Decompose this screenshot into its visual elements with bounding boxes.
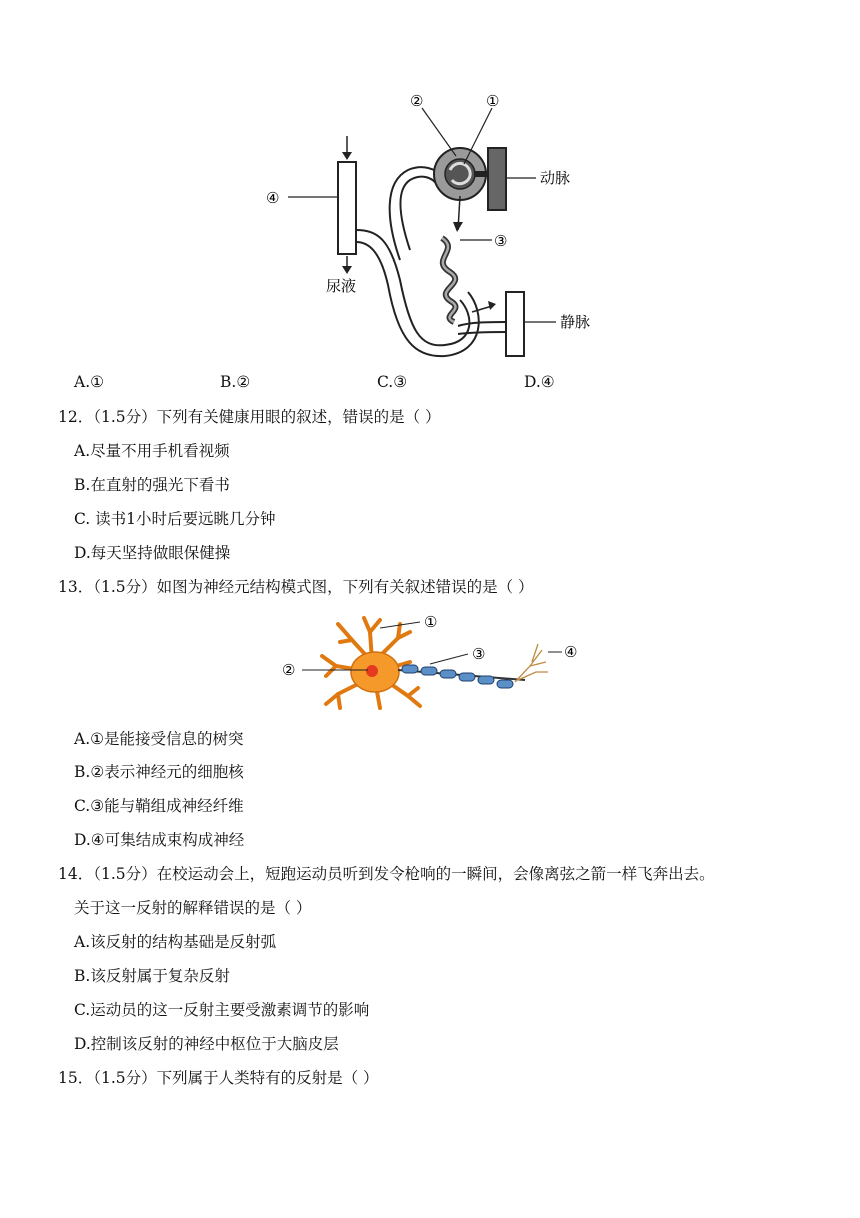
q11-option-b: B.② [220, 373, 251, 391]
neuron-marker-1: ① [424, 613, 438, 631]
q14-option-b: B.该反射属于复杂反射 [74, 967, 230, 985]
q13-stem: 13．（1.5分）如图为神经元结构模式图，下列有关叙述错误的是（ ） [58, 578, 534, 596]
neuron-figure [280, 610, 590, 715]
q12-option-a: A.尽量不用手机看视频 [74, 442, 230, 460]
q12-option-b: B.在直射的强光下看书 [74, 476, 230, 494]
q12-option-d: D.每天坚持做眼保健操 [74, 544, 231, 562]
q13-option-a: A.①是能接受信息的树突 [74, 730, 244, 748]
nephron-figure [260, 90, 600, 360]
q11-option-d: D.④ [524, 373, 555, 391]
neuron-marker-3: ③ [472, 645, 486, 663]
label-artery: 动脉 [540, 169, 571, 187]
label-urine: 尿液 [326, 277, 357, 295]
neuron-marker-4: ④ [564, 643, 578, 661]
q14-option-a: A.该反射的结构基础是反射弧 [74, 933, 277, 951]
q13-option-c: C.③能与鞘组成神经纤维 [74, 797, 244, 815]
q14-option-c: C.运动员的这一反射主要受激素调节的影响 [74, 1001, 370, 1019]
neuron-marker-2: ② [282, 661, 296, 679]
marker-1: ① [486, 92, 500, 110]
q11-option-a: A.① [74, 373, 105, 391]
q12-option-c: C. 读书1小时后要远眺几分钟 [74, 510, 276, 528]
q13-option-b: B.②表示神经元的细胞核 [74, 763, 244, 781]
q11-option-c: C.③ [377, 373, 408, 391]
q14-option-d: D.控制该反射的神经中枢位于大脑皮层 [74, 1035, 339, 1053]
q15-stem: 15．（1.5分）下列属于人类特有的反射是（ ） [58, 1069, 379, 1087]
label-vein: 静脉 [560, 313, 591, 331]
q12-stem: 12．（1.5分）下列有关健康用眼的叙述，错误的是（ ） [58, 408, 441, 426]
q14-stem-line2: 关于这一反射的解释错误的是（ ） [74, 899, 312, 917]
marker-2: ② [410, 92, 424, 110]
marker-3: ③ [494, 232, 508, 250]
q13-option-d: D.④可集结成束构成神经 [74, 831, 245, 849]
marker-4: ④ [266, 189, 280, 207]
q14-stem-line1: 14．（1.5分）在校运动会上，短跑运动员听到发令枪响的一瞬间，会像离弦之箭一样飞奔出去。 [58, 865, 715, 883]
